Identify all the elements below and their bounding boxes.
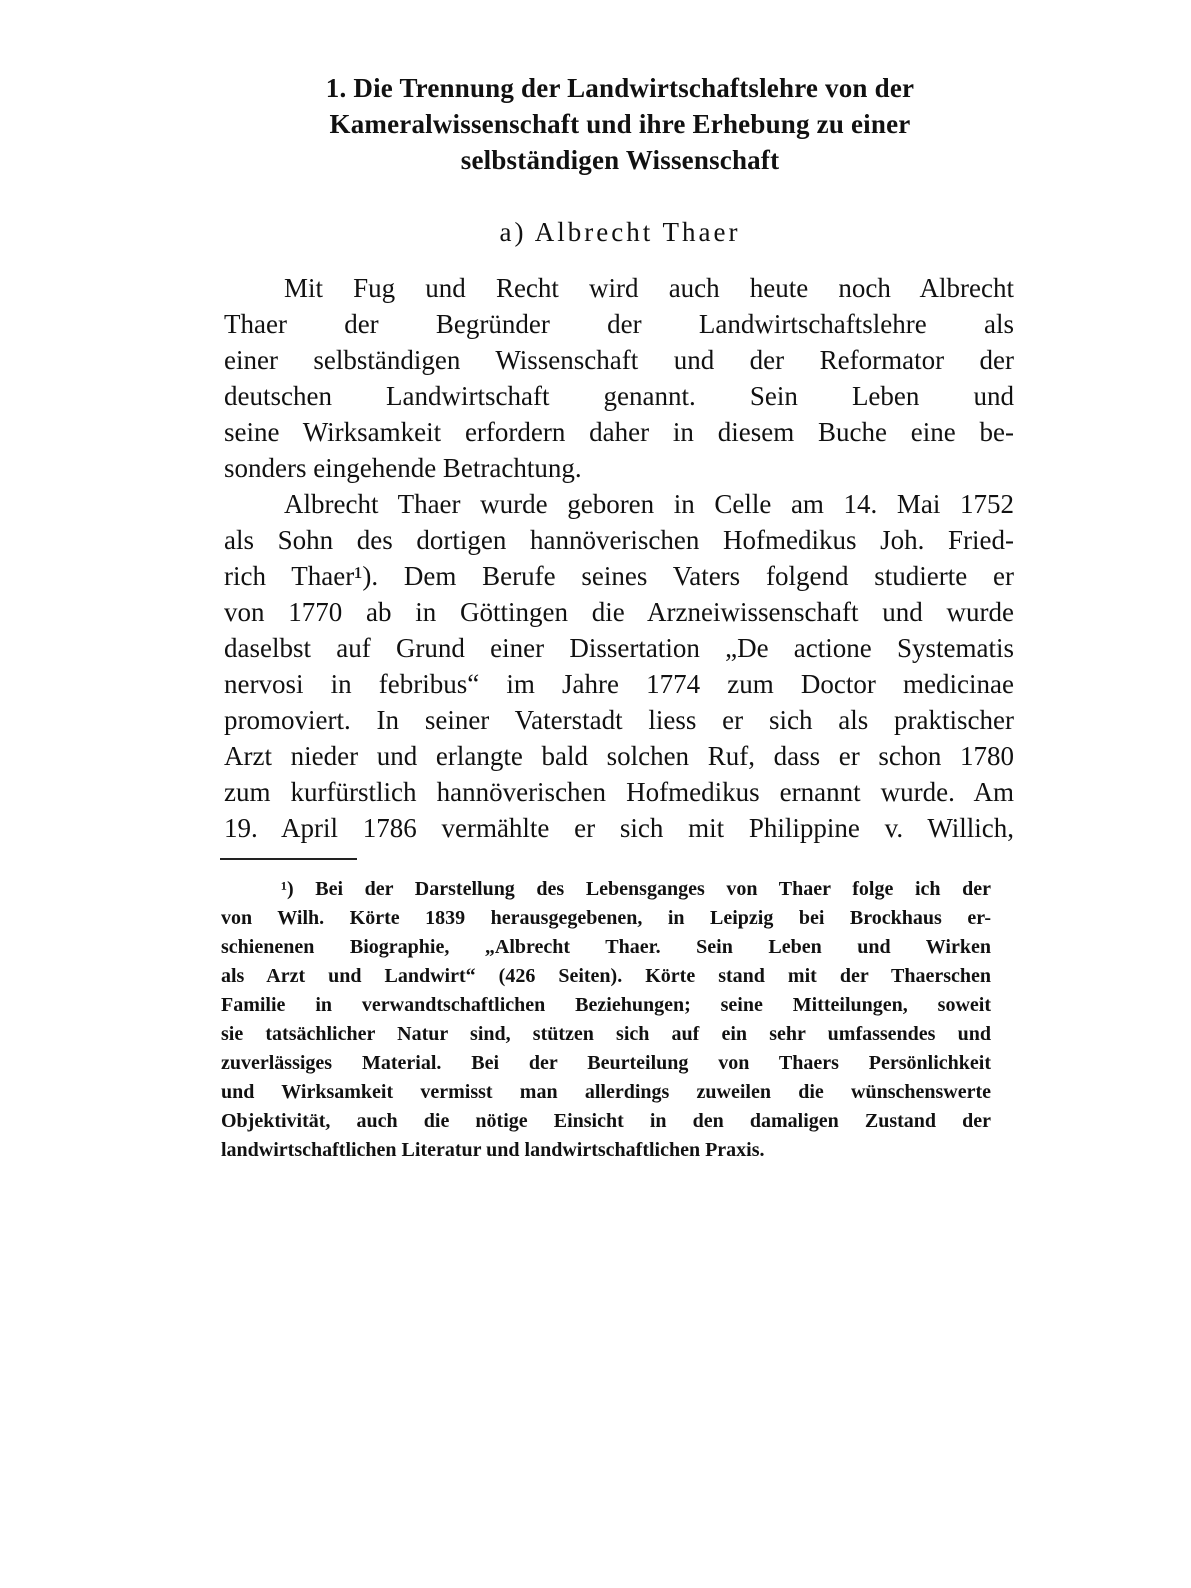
footnote-line: und Wirksamkeit vermisst man allerdings zuweilen die wünschenswerte — [221, 1081, 991, 1103]
body-line: promoviert. In seiner Vaterstadt liess er sich als praktischer — [224, 705, 1014, 735]
section-subtitle: a) Albrecht Thaer — [499, 217, 741, 247]
footnote — [221, 875, 991, 1165]
body-line: zum kurfürstlich hannöverischen Hofmedikus ernannt wurde. Am — [224, 777, 1014, 807]
heading-line: selbständigen Wissenschaft — [460, 145, 780, 175]
body-text — [224, 270, 1014, 846]
footnote-line: schienenen Biographie, „Albrecht Thaer. Sein Leben und Wirken — [221, 936, 991, 958]
body-line: nervosi in febribus“ im Jahre 1774 zum Doctor medicinae — [224, 669, 1014, 699]
footnote-line: sie tatsächlicher Natur sind, stützen sich auf ein sehr umfassendes und — [221, 1023, 991, 1045]
body-line: einer selbständigen Wissenschaft und der Reformator der — [224, 345, 1014, 375]
body-line: rich Thaer¹). Dem Berufe seines Vaters folgend studierte er — [224, 561, 1014, 591]
body-line: deutschen Landwirtschaft genannt. Sein Leben und — [224, 381, 1014, 411]
footnote-line: Familie in verwandtschaftlichen Beziehungen; seine Mitteilungen, soweit — [221, 994, 991, 1016]
footnote-line: ¹) Bei der Darstellung des Lebensganges von Thaer folge ich der — [281, 878, 991, 900]
body-line: 19. April 1786 vermählte er sich mit Philippine v. Willich, — [224, 813, 1014, 843]
footnote-line: von Wilh. Körte 1839 herausgegebenen, in Leipzig bei Brockhaus er- — [221, 907, 991, 929]
footnote-line: landwirtschaftlichen Literatur und landwirtschaftlichen Praxis. — [221, 1139, 765, 1161]
body-line: als Sohn des dortigen hannöverischen Hofmedikus Joh. Fried- — [224, 525, 1014, 555]
heading-line: 1. Die Trennung der Landwirtschaftslehre von der — [325, 73, 915, 103]
footnote-line: Objektivität, auch die nötige Einsicht in den damaligen Zustand der — [221, 1110, 991, 1132]
footnote-line: als Arzt und Landwirt“ (426 Seiten). Körte stand mit der Thaerschen — [221, 965, 991, 987]
footnote-line: zuverlässiges Material. Bei der Beurteilung von Thaers Persönlichkeit — [221, 1052, 991, 1074]
body-line: Albrecht Thaer wurde geboren in Celle am 14. Mai 1752 — [284, 489, 1014, 519]
body-line: seine Wirksamkeit erfordern daher in diesem Buche eine be- — [224, 417, 1014, 447]
body-line: Arzt nieder und erlangte bald solchen Ruf, dass er schon 1780 — [224, 741, 1014, 771]
footnote-separator — [220, 858, 357, 860]
body-line: sonders eingehende Betrachtung. — [224, 453, 582, 483]
body-line: von 1770 ab in Göttingen die Arzneiwissenschaft und wurde — [224, 597, 1014, 627]
body-line: daselbst auf Grund einer Dissertation „De actione Systematis — [224, 633, 1014, 663]
body-line: Mit Fug und Recht wird auch heute noch Albrecht — [284, 273, 1014, 303]
heading-line: Kameralwissenschaft und ihre Erhebung zu einer — [329, 109, 911, 139]
chapter-heading — [220, 70, 1020, 178]
body-line: Thaer der Begründer der Landwirtschaftslehre als — [224, 309, 1014, 339]
